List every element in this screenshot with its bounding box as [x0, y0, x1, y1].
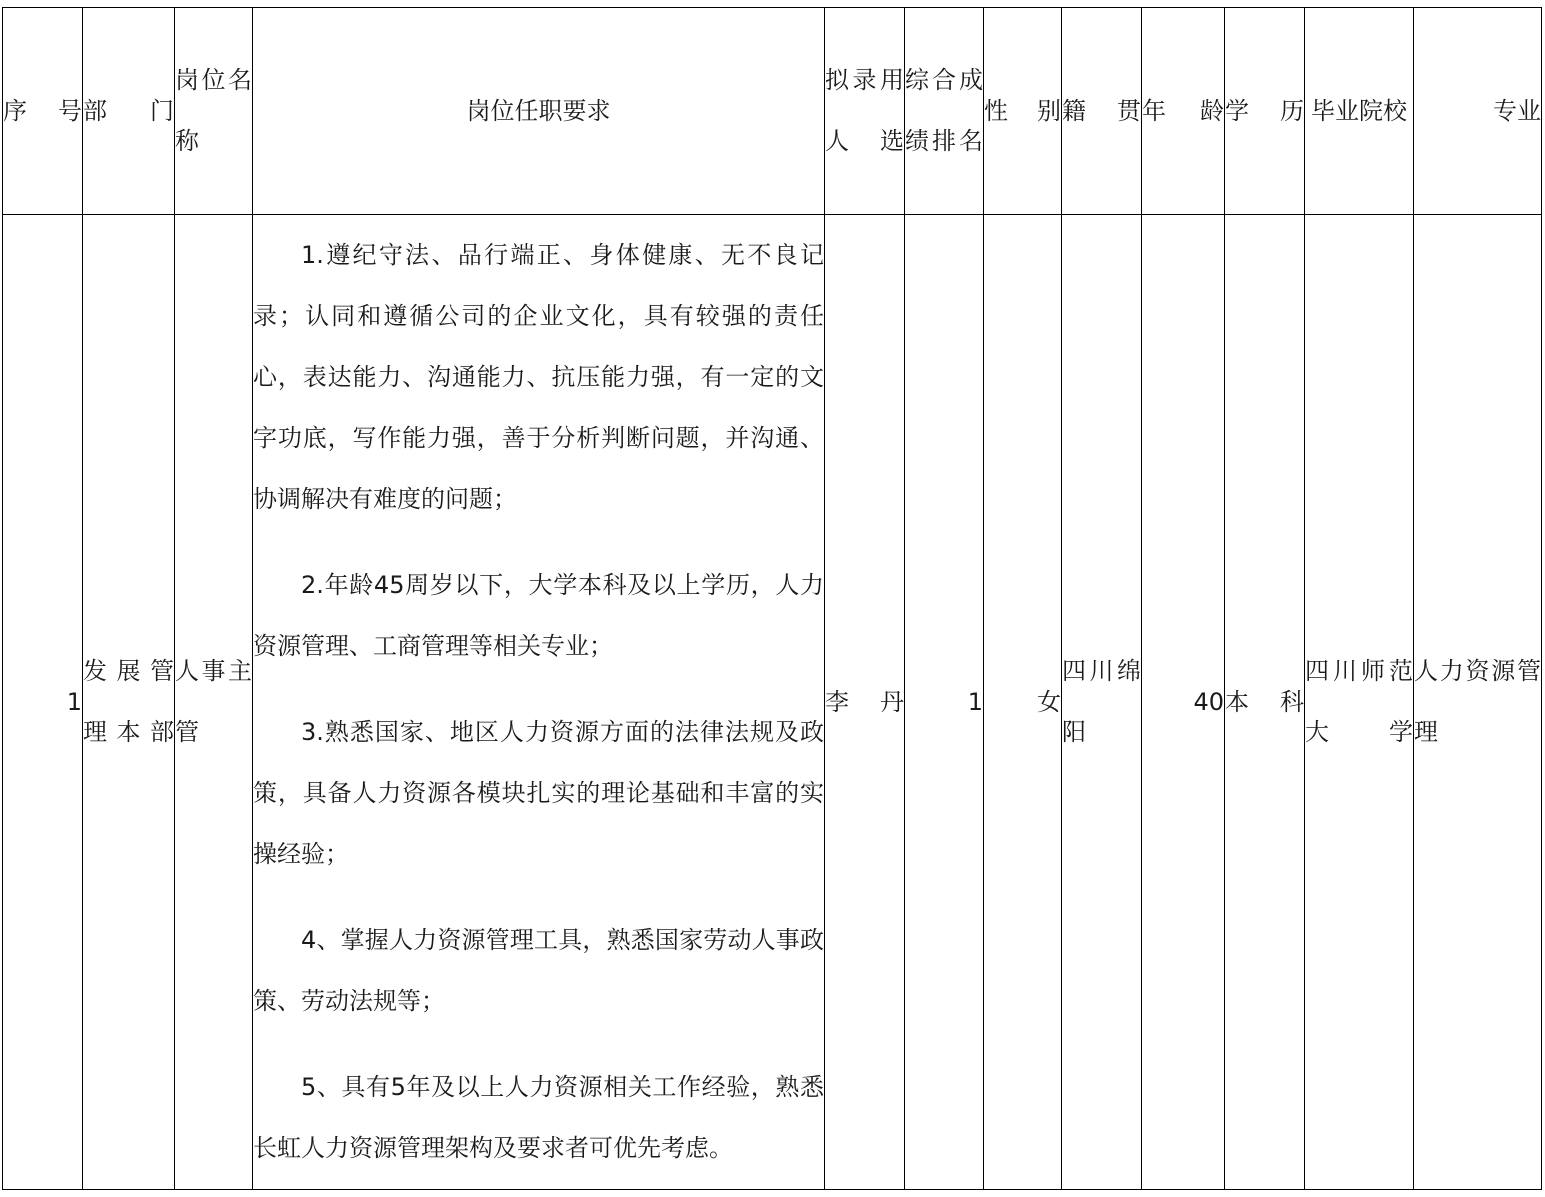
requirement-item-3: 3.熟悉国家、地区人力资源方面的法律法规及政策，具备人力资源各模块扎实的理论基础和丰富的实操经验；	[253, 718, 824, 868]
header-school: 毕业院校	[1305, 8, 1414, 215]
requirement-item-5: 5、具有5年及以上人力资源相关工作经验，熟悉长虹人力资源管理架构及要求者可优先考虑。	[253, 1073, 824, 1162]
requirement-item-4: 4、掌握人力资源管理工具，熟悉国家劳动人事政策、劳动法规等；	[253, 926, 824, 1015]
cell-age: 40	[1142, 215, 1225, 1190]
cell-candidate: 李丹	[825, 215, 905, 1190]
cell-seq: 1	[3, 215, 83, 1190]
cell-education: 本科	[1225, 215, 1305, 1190]
header-age: 年龄	[1142, 8, 1225, 215]
header-seq: 序号	[3, 8, 83, 215]
cell-school: 四川师范大学	[1305, 215, 1414, 1190]
recruitment-table	[2, 7, 1542, 1190]
cell-major: 人力资源管理	[1414, 215, 1542, 1190]
requirement-item-1: 1.遵纪守法、品行端正、身体健康、无不良记录；认同和遵循公司的企业文化，具有较强的责任心，表达能力、沟通能力、抗压能力强，有一定的文字功底，写作能力强，善于分析判断问题，并沟通、协调解决有难度的问题；	[253, 241, 824, 513]
header-position: 岗位名称	[175, 8, 253, 215]
cell-gender: 女	[984, 215, 1062, 1190]
cell-origin: 四川绵阳	[1062, 215, 1142, 1190]
header-rank: 综合成绩排名	[905, 8, 984, 215]
header-requirements: 岗位任职要求	[253, 8, 825, 215]
cell-position: 人事主管	[175, 215, 253, 1190]
cell-rank: 1	[905, 215, 984, 1190]
header-gender: 性别	[984, 8, 1062, 215]
header-candidate: 拟录用人选	[825, 8, 905, 215]
cell-dept: 发展管理本部	[83, 215, 175, 1190]
header-row	[3, 8, 1542, 215]
cell-requirements	[253, 215, 825, 1190]
table-row	[3, 215, 1542, 1190]
requirement-item-2: 2.年龄45周岁以下，大学本科及以上学历，人力资源管理、工商管理等相关专业；	[253, 571, 824, 660]
header-dept: 部门	[83, 8, 175, 215]
header-origin: 籍贯	[1062, 8, 1142, 215]
header-education: 学历	[1225, 8, 1305, 215]
header-major: 专业	[1414, 8, 1542, 215]
